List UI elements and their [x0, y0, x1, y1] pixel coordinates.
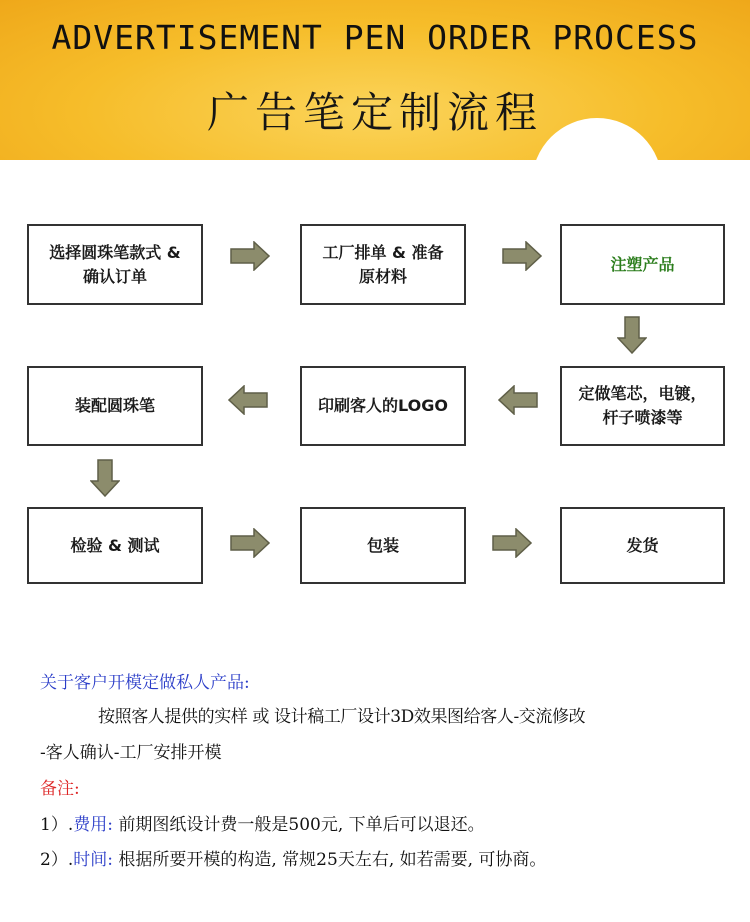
note-item-cost — [40, 810, 485, 835]
notes-body-line1: 按照客人提供的实样 或 设计稿工厂设计3D效果图给客人-交流修改 — [98, 707, 586, 727]
header-banner — [0, 0, 750, 160]
arrow-right-icon — [230, 241, 270, 271]
title-en: ADVERTISEMENT PEN ORDER PROCESS — [51, 18, 699, 57]
note-item-label: 费用: — [73, 815, 113, 835]
step-schedule-materials: 工厂排单 & 准备 原材料 — [300, 224, 466, 305]
step-packaging: 包装 — [300, 507, 466, 584]
note-item-text: 根据所要开模的构造, 常规25天左右, 如若需要, 可协商。 — [118, 850, 547, 870]
step-print-logo: 印刷客人的LOGO — [300, 366, 466, 446]
arrow-right-icon — [230, 528, 270, 558]
arrow-right-icon — [502, 241, 542, 271]
arrow-down-icon — [617, 316, 647, 354]
notes-heading: 关于客户开模定做私人产品: — [40, 673, 250, 693]
arrow-left-icon — [498, 385, 538, 415]
step-assemble-pen: 装配圆珠笔 — [27, 366, 203, 446]
note-item-label: 时间: — [73, 850, 113, 870]
arrow-left-icon — [228, 385, 268, 415]
step-inspect-test: 检验 & 测试 — [27, 507, 203, 584]
note-item-number: 1）. — [40, 815, 74, 835]
note-item-text: 前期图纸设计费一般是500元, 下单后可以退还。 — [118, 815, 485, 835]
step-injection-molding: 注塑产品 — [560, 224, 725, 305]
step-shipping: 发货 — [560, 507, 725, 584]
arrow-down-icon — [90, 459, 120, 497]
step-select-pen: 选择圆珠笔款式 & 确认订单 — [27, 224, 203, 305]
notes-body-line2: -客人确认-工厂安排开模 — [40, 743, 222, 763]
note-item-number: 2）. — [40, 850, 74, 870]
arrow-right-icon — [492, 528, 532, 558]
note-item-time — [40, 845, 546, 870]
remark-label: 备注: — [40, 779, 80, 799]
title-cn: 广告笔定制流程 — [206, 88, 543, 137]
step-refill-plating: 定做笔芯，电镀， 杆子喷漆等 — [560, 366, 725, 446]
